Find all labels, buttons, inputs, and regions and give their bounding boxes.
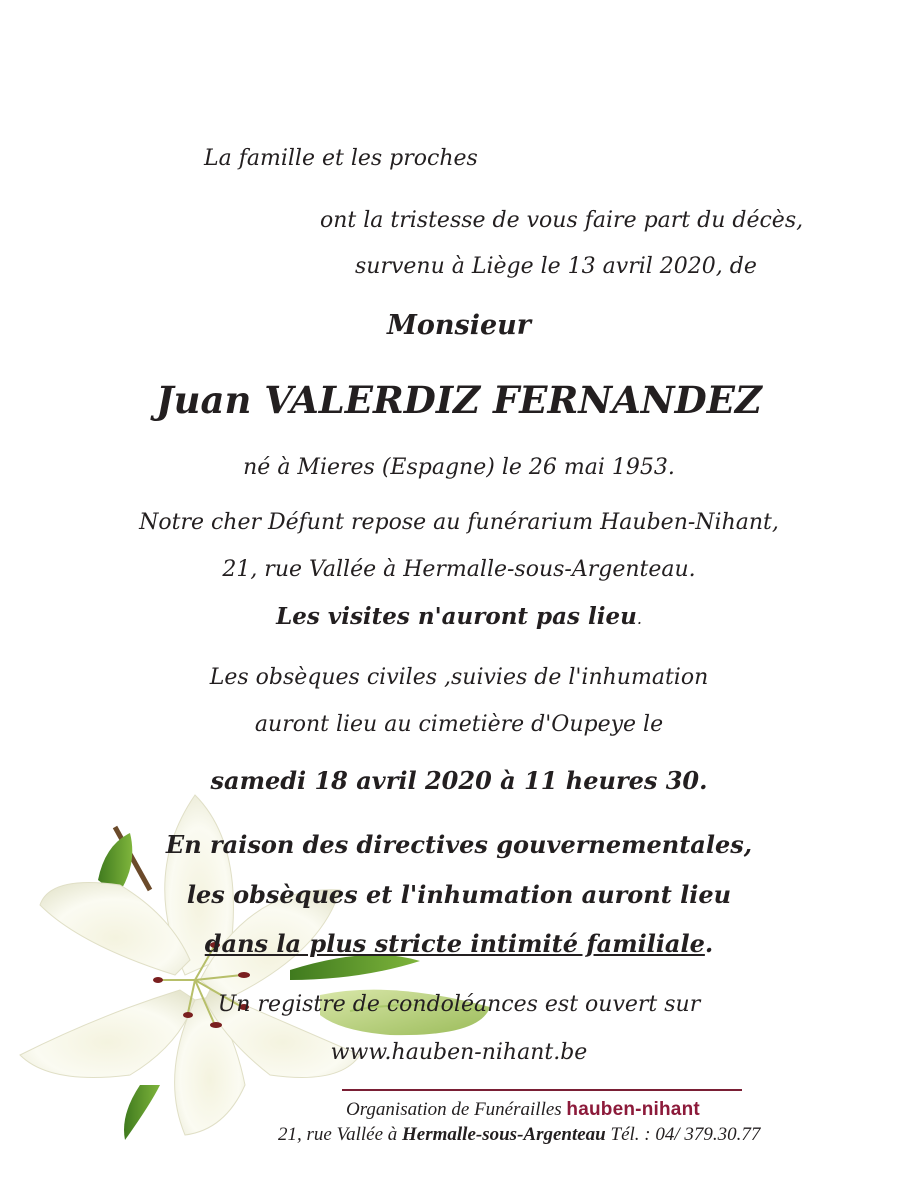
ceremony-line-1: Les obsèques civiles ,suivies de l'inhumation: [209, 665, 709, 690]
footer-addr-prefix: 21, rue Vallée à: [278, 1124, 403, 1145]
footer-divider: [342, 1089, 742, 1091]
brand-logo: hauben-nihant: [566, 1099, 700, 1120]
announcement-line: ont la tristesse de vous faire part du décès,: [320, 208, 804, 233]
funerarium-line: Notre cher Défunt repose au funérarium Hauben-Nihant,: [139, 510, 779, 535]
covid-notice-1: En raison des directives gouvernementales,: [165, 830, 753, 859]
birth-info: né à Mieres (Espagne) le 26 mai 1953.: [243, 455, 675, 480]
covid-notice-2: les obsèques et l'inhumation auront lieu: [186, 880, 732, 909]
intro-text: La famille et les proches: [204, 146, 478, 171]
ceremony-date-time: samedi 18 avril 2020 à 11 heures 30.: [210, 766, 708, 795]
footer-address: [278, 1124, 760, 1146]
funerarium-address: 21, rue Vallée à Hermalle-sous-Argenteau.: [222, 557, 696, 582]
visits-period: .: [636, 609, 642, 628]
death-place-date: survenu à Liège le 13 avril 2020, de: [355, 254, 757, 279]
covid-notice-3-text: dans la plus stricte intimité familiale: [204, 929, 705, 958]
covid-notice-3-period: .: [704, 929, 714, 958]
visits-notice: [0, 603, 918, 630]
footer-org-prefix: Organisation de Funérailles: [346, 1099, 567, 1120]
visits-text: Les visites n'auront pas lieu: [276, 603, 637, 630]
footer-organisation: [346, 1099, 700, 1121]
deceased-name: Juan VALERDIZ FERNANDEZ: [156, 378, 762, 422]
ceremony-line-2: auront lieu au cimetière d'Oupeye le: [254, 712, 664, 737]
website-link[interactable]: www.hauben-nihant.be: [330, 1040, 588, 1065]
honorific-title: Monsieur: [386, 310, 532, 341]
registry-notice: Un registre de condoléances est ouvert sur: [217, 992, 701, 1017]
covid-notice-3: [0, 929, 918, 958]
footer-phone: Tél. : 04/ 379.30.77: [605, 1124, 761, 1145]
footer-addr-city: Hermalle-sous-Argenteau: [402, 1124, 606, 1145]
